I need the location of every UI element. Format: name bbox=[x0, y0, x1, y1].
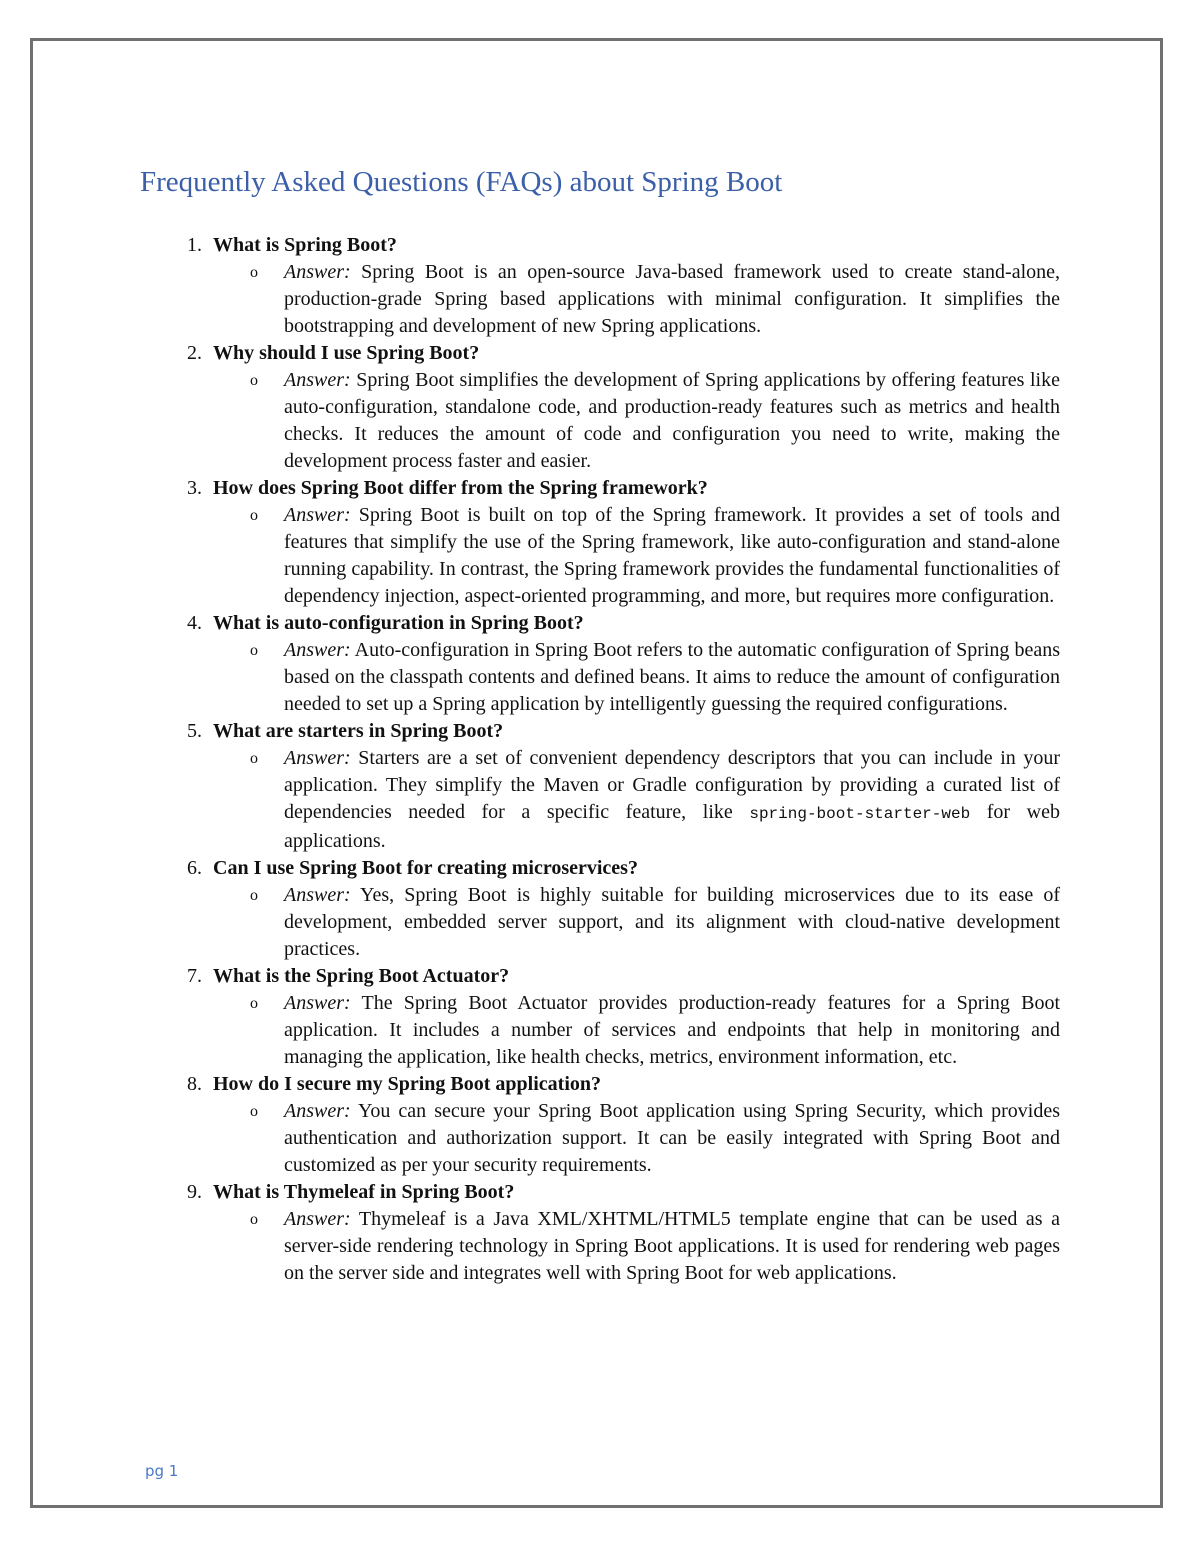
faq-question bbox=[170, 1071, 1060, 1098]
faq-answer bbox=[170, 1206, 1060, 1287]
faq-question-text: How does Spring Boot differ from the Spring framework? bbox=[213, 477, 708, 499]
faq-answer-text: Auto-configuration in Spring Boot refers to the automatic configuration of Spring beans based on the classpath contents and defined beans. It aims to reduce the amount of configuration needed to set up a Spring application by intelligently guessing the required configurations. bbox=[284, 639, 1060, 715]
faq-number: 7. bbox=[187, 965, 202, 987]
faq-answer-text: Spring Boot is built on top of the Spring framework. It provides a set of tools and features that simplify the use of the Spring framework, like auto-configuration and stand-alone running capability. In contrast, the Spring framework provides the fundamental functionalities of dependency injection, aspect-oriented programming, and more, but requires more configuration. bbox=[284, 504, 1061, 607]
faq-number: 1. bbox=[187, 234, 202, 256]
faq-item bbox=[170, 718, 1060, 855]
faq-answer-text: Starters are a set of convenient dependency descriptors that you can include in your application. They simplify the Maven or Gradle configuration by providing a curated list of dependencies needed for a specific feature, like bbox=[284, 747, 1060, 823]
faq-answer-text: Spring Boot simplifies the development of Spring applications by offering features like auto-configuration, standalone code, and production-ready features such as metrics and health checks. It reduces the amount of code and configuration you need to write, making the development process faster and easier. bbox=[284, 369, 1060, 472]
faq-answer bbox=[170, 259, 1060, 340]
faq-question-text: Why should I use Spring Boot? bbox=[213, 342, 480, 364]
faq-question bbox=[170, 232, 1060, 259]
faq-question-text: What are starters in Spring Boot? bbox=[213, 720, 504, 742]
faq-question-text: Can I use Spring Boot for creating microservices? bbox=[213, 857, 638, 879]
faq-item bbox=[170, 963, 1060, 1071]
bullet-icon: o bbox=[250, 887, 258, 904]
faq-question-text: What is Thymeleaf in Spring Boot? bbox=[213, 1181, 515, 1203]
document-title: Frequently Asked Questions (FAQs) about Spring Boot bbox=[140, 166, 783, 198]
faq-question-text: How do I secure my Spring Boot application? bbox=[213, 1073, 601, 1095]
faq-answer-text: Spring Boot is an open-source Java-based framework used to create stand-alone, production-grade Spring based applications with minimal configuration. It simplifies the bootstrapping and development of new Spring applications. bbox=[284, 261, 1060, 337]
faq-number: 4. bbox=[187, 612, 202, 634]
faq-number: 8. bbox=[187, 1073, 202, 1095]
faq-item bbox=[170, 610, 1060, 718]
answer-label: Answer: bbox=[284, 639, 351, 661]
faq-question bbox=[170, 340, 1060, 367]
answer-label: Answer: bbox=[284, 992, 351, 1014]
faq-item bbox=[170, 475, 1060, 610]
faq-answer bbox=[170, 367, 1060, 475]
bullet-icon: o bbox=[250, 750, 258, 767]
bullet-icon: o bbox=[250, 507, 258, 524]
faq-question bbox=[170, 610, 1060, 637]
faq-number: 5. bbox=[187, 720, 202, 742]
faq-question bbox=[170, 1179, 1060, 1206]
faq-item bbox=[170, 1179, 1060, 1287]
faq-answer bbox=[170, 637, 1060, 718]
faq-item bbox=[170, 855, 1060, 963]
faq-number: 2. bbox=[187, 342, 202, 364]
answer-label: Answer: bbox=[284, 1208, 351, 1230]
bullet-icon: o bbox=[250, 1211, 258, 1228]
faq-answer bbox=[170, 882, 1060, 963]
answer-label: Answer: bbox=[284, 504, 351, 526]
faq-answer bbox=[170, 1098, 1060, 1179]
faq-answer-text: You can secure your Spring Boot application using Spring Security, which provides authentication and authorization support. It can be easily integrated with Spring Boot and customized as per your security requirements. bbox=[284, 1100, 1060, 1176]
faq-answer-text-end: for web applications. bbox=[284, 801, 1060, 852]
faq-item bbox=[170, 340, 1060, 475]
faq-answer bbox=[170, 990, 1060, 1071]
answer-label: Answer: bbox=[284, 261, 351, 283]
faq-number: 3. bbox=[187, 477, 202, 499]
bullet-icon: o bbox=[250, 642, 258, 659]
faq-list bbox=[170, 232, 1060, 1287]
faq-number: 9. bbox=[187, 1181, 202, 1203]
code-snippet: spring-boot-starter-web bbox=[749, 805, 971, 823]
faq-question bbox=[170, 963, 1060, 990]
answer-label: Answer: bbox=[284, 369, 351, 391]
faq-question-text: What is the Spring Boot Actuator? bbox=[213, 965, 510, 987]
answer-label: Answer: bbox=[284, 1100, 351, 1122]
faq-item bbox=[170, 1071, 1060, 1179]
bullet-icon: o bbox=[250, 264, 258, 281]
faq-answer-text: The Spring Boot Actuator provides production-ready features for a Spring Boot application. It includes a number of services and endpoints that help in monitoring and managing the application, like health checks, metrics, environment information, etc. bbox=[284, 992, 1060, 1068]
faq-answer-text: Thymeleaf is a Java XML/XHTML/HTML5 template engine that can be used as a server-side rendering technology in Spring Boot applications. It is used for rendering web pages on the server side and integrates well with Spring Boot for web applications. bbox=[284, 1208, 1061, 1284]
faq-question bbox=[170, 718, 1060, 745]
bullet-icon: o bbox=[250, 372, 258, 389]
faq-question-text: What is Spring Boot? bbox=[213, 234, 397, 256]
faq-question bbox=[170, 475, 1060, 502]
faq-question-text: What is auto-configuration in Spring Boot? bbox=[213, 612, 584, 634]
bullet-icon: o bbox=[250, 1103, 258, 1120]
bullet-icon: o bbox=[250, 995, 258, 1012]
faq-number: 6. bbox=[187, 857, 202, 879]
page-number: pg 1 bbox=[145, 1462, 179, 1480]
faq-answer bbox=[170, 502, 1060, 610]
faq-answer bbox=[170, 745, 1060, 855]
faq-answer-text: Yes, Spring Boot is highly suitable for building microservices due to its ease of development, embedded server support, and its alignment with cloud-native development practices. bbox=[284, 884, 1060, 960]
faq-question bbox=[170, 855, 1060, 882]
answer-label: Answer: bbox=[284, 747, 351, 769]
faq-item bbox=[170, 232, 1060, 340]
answer-label: Answer: bbox=[284, 884, 351, 906]
